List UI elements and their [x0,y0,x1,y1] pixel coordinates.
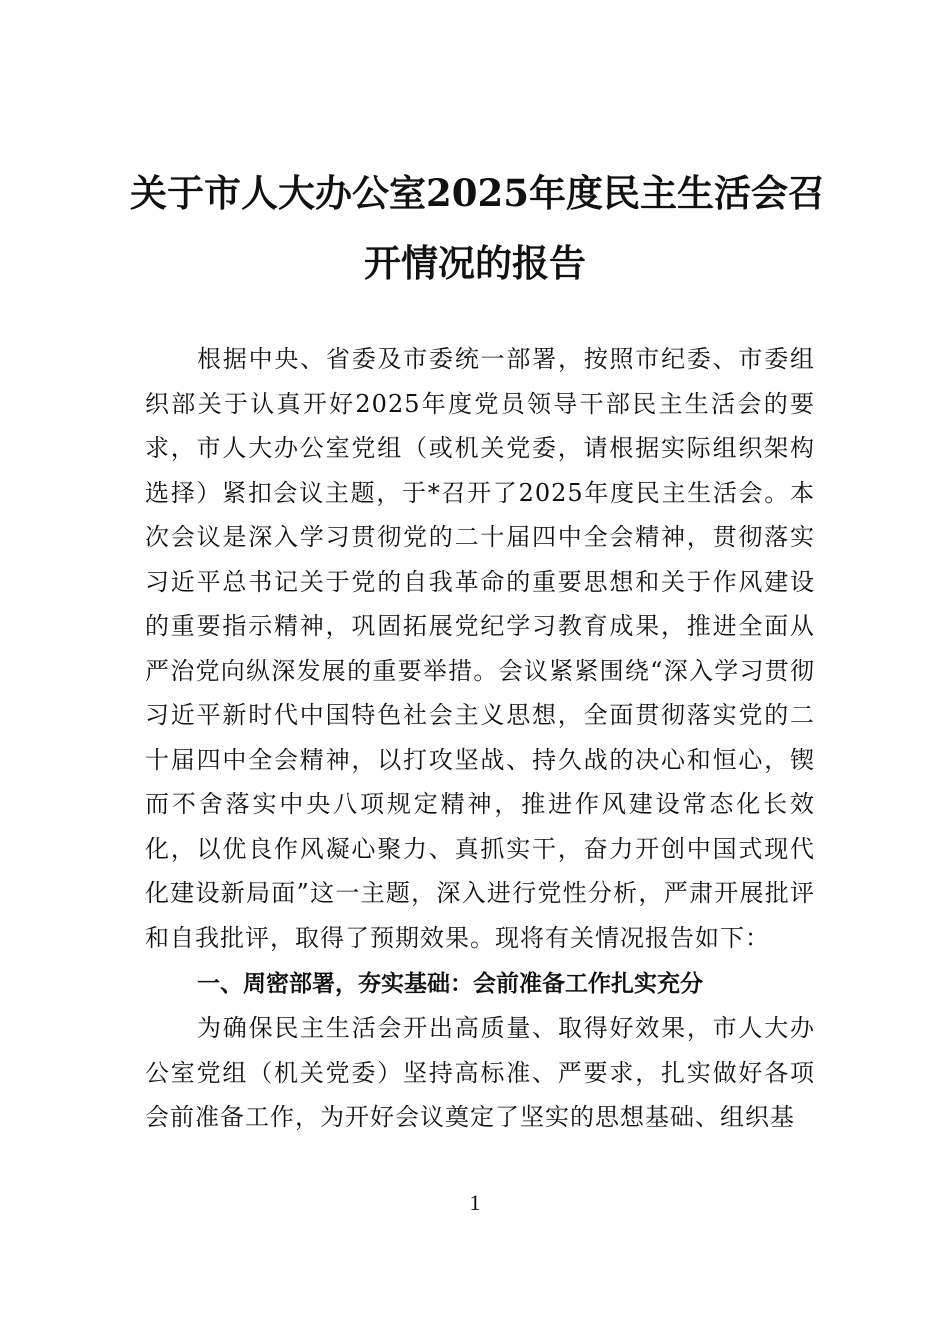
section-1-paragraph: 为确保民主生活会开出高质量、取得好效果，市人大办公室党组（机关党委）坚持高标准、严要求，扎实做好各项会前准备工作，为开好会议奠定了坚实的思想基础、组织基 [145,1014,815,1131]
section-heading-1: 一、周密部署，夯实基础：会前准备工作扎实充分 [197,971,703,997]
intro-paragraph: 根据中央、省委及市委统一部署，按照市纪委、市委组织部关于认真开好2025年度党员领导干部民主生活会的要求，市人大办公室党组（或机关党委，请根据实际组织架构选择）紧扣会议主题，于*召开了2025年度民主生活会。本次会议是深入学习贯彻党的二十届四中全会精神，贯彻落实习近平总书记关于党的自我革命的重要思想和关于作风建设的重要指示精神，巩固拓展党纪学习教育成果，推进全面从严治党向纵深发展的重要举措。会议紧紧围绕“深入学习贯彻习近平新时代中国特色社会主义思想，全面贯彻落实党的二十届四中全会精神，以打攻坚战、持久战的决心和恒心，锲而不舍落实中央八项规定精神，推进作风建设常态化长效化，以优良作风凝心聚力、真抓实干，奋力开创中国式现代化建设新局面”这一主题，深入进行党性分析，严肃开展批评和自我批评，取得了预期效果。现将有关情况报告如下： [145,345,815,952]
document-title-line-2: 开情况的报告 [364,241,586,285]
page-number: 1 [469,1190,481,1215]
document-title-line-1: 关于市人大办公室2025年度民主生活会召 [130,171,825,215]
